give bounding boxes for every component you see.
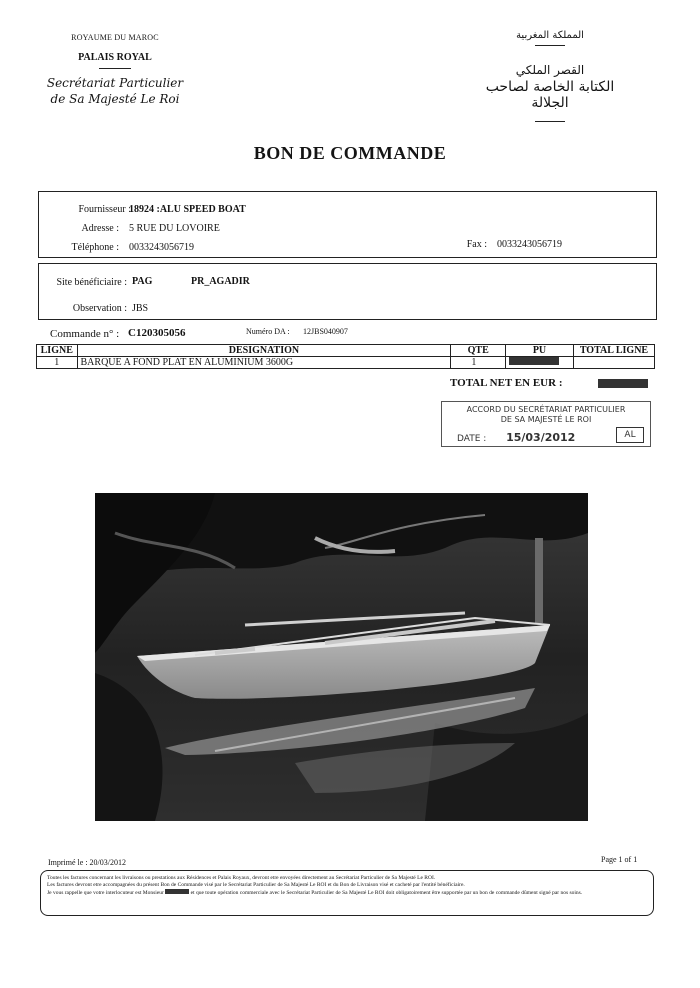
footer-note-3 <box>47 889 647 897</box>
redacted-total <box>598 379 648 388</box>
telephone-value: 0033243056719 <box>129 242 194 253</box>
secretariat-line-1: Secrétariat Particulier <box>46 76 184 90</box>
adresse-label: Adresse : <box>81 223 119 234</box>
adresse-value: 5 RUE DU LOVOIRE <box>129 223 220 234</box>
palace-label: PALAIS ROYAL <box>78 52 152 63</box>
row-total <box>573 357 654 369</box>
header-left <box>40 33 190 107</box>
observation-value: JBS <box>132 303 149 314</box>
secretariat-line-2: de Sa Majesté Le Roi <box>50 92 180 106</box>
stamp-date-label: DATE : <box>457 434 487 444</box>
site-code: PAG <box>132 276 153 287</box>
fax-label: Fax : <box>466 239 487 250</box>
table-header-row <box>37 345 655 357</box>
observation-label: Observation : <box>72 303 127 314</box>
footer-note-2: Les factures devront etre accompagnées du présent Bon de Commande visé par le Secrétariat Particulier de Sa Majesté Le ROI et du Bon de Livraison visé et cacheté par l'entité bénéficiaire. <box>47 881 465 888</box>
footer-note-1: Toutes les factures concernant les livraisons ou prestations aux Résidences et Palais Royaux, devront etre envoyées directement au Secrétariat Particulier de Sa Majesté Le ROI. <box>47 875 436 881</box>
fournisseur-label: Fournisseur : <box>78 204 131 215</box>
header-right <box>475 30 625 126</box>
supplier-box <box>38 191 657 258</box>
boat-photo <box>95 493 588 821</box>
beneficiary-box <box>38 263 657 320</box>
document-title: BON DE COMMANDE <box>253 143 447 163</box>
order-lines-table <box>36 344 655 369</box>
numero-da-label: Numéro DA : <box>246 327 290 336</box>
printed-date: Imprimé le : 20/03/2012 <box>48 858 126 867</box>
header-divider-ar <box>535 45 565 46</box>
table-row <box>37 357 655 369</box>
fax-value: 0033243056719 <box>497 239 562 250</box>
approval-stamp <box>441 401 651 447</box>
stamp-date-value: 15/03/2012 <box>506 431 576 444</box>
commande-value: C120305056 <box>128 327 186 339</box>
palace-label-ar: القصر الملكي <box>515 63 585 77</box>
footer-note-3b: et que toute opération commerciale avec le Secrétariat Particulier de Sa Majesté Le ROI doit obligatoirement être supportée par un bon de commande dûment signé par nos soins. <box>190 889 583 896</box>
fournisseur-value: 18924 :ALU SPEED BOAT <box>129 204 246 215</box>
site-label: Site bénéficiaire : <box>56 277 127 288</box>
row-qte: 1 <box>451 357 506 369</box>
redacted-name <box>165 889 189 894</box>
row-pu <box>506 357 574 369</box>
col-ligne: LIGNE <box>37 345 78 357</box>
kingdom-label-ar: المملكة المغربية <box>516 30 584 41</box>
header-divider <box>99 68 131 69</box>
numero-da-value: 12JBS040907 <box>303 327 348 336</box>
page-number: Page 1 of 1 <box>601 855 638 864</box>
row-designation: BARQUE A FOND PLAT EN ALUMINIUM 3600G <box>77 357 451 369</box>
col-designation: DESIGNATION <box>77 345 451 357</box>
stamp-initials: AL <box>616 427 644 443</box>
col-total-ligne: TOTAL LIGNE <box>573 345 654 357</box>
kingdom-label: ROYAUME DU MAROC <box>71 33 159 42</box>
header-divider-ar-bottom <box>535 121 565 122</box>
telephone-label: Téléphone : <box>71 242 119 253</box>
footer-notes <box>40 870 654 916</box>
total-label: TOTAL NET EN EUR : <box>450 377 563 389</box>
secretariat-label-ar: الكتابة الخاصة لصاحب الجلالة <box>485 79 615 111</box>
row-ligne: 1 <box>37 357 78 369</box>
col-pu: PU <box>506 345 574 357</box>
stamp-line-2: DE SA MAJESTÉ LE ROI <box>500 415 592 424</box>
commande-label: Commande n° : <box>50 328 120 340</box>
stamp-line-1: ACCORD DU SECRÉTARIAT PARTICULIER <box>466 405 626 414</box>
redacted-price <box>509 357 559 365</box>
site-name: PR_AGADIR <box>191 276 250 287</box>
col-qte: QTE <box>451 345 506 357</box>
stamp-date <box>457 431 575 444</box>
footer-note-3a: Je vous rappelle que votre interlocuteur est Monsieur <box>47 889 164 896</box>
